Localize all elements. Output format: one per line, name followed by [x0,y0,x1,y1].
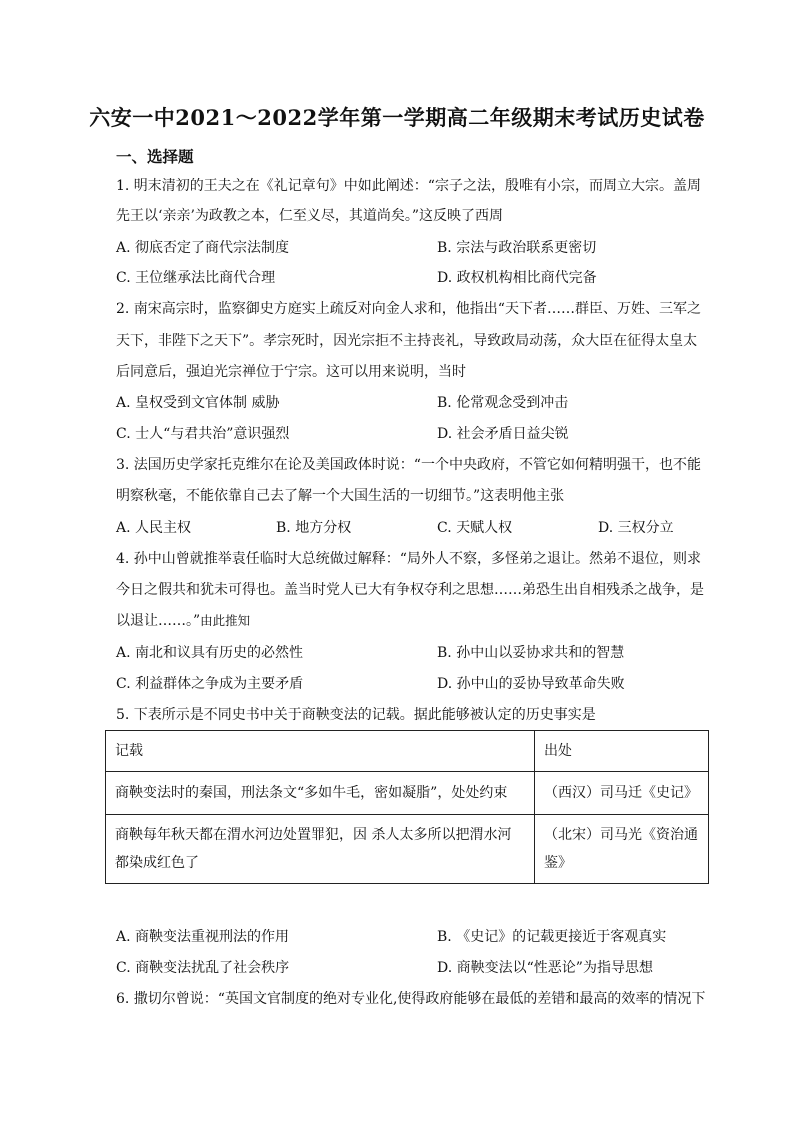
q3-stem-line-1: 3. 法国历史学家托克维尔在论及美国政体时说：“一个中央政府，不管它如何精明强干，也不能 [116,457,701,473]
exam-title: 六安一中2021～2022学年第一学期高二年级期末考试历史试卷 [89,105,705,130]
table-cell-source: （北宋）司马光《资治通鉴》 [535,815,709,884]
table-header-source: 出处 [535,731,709,772]
table-cell-record: 商鞅每年秋天都在渭水河边处置罪犯，因 杀人太多所以把渭水河都染成红色了 [106,815,535,884]
table-cell-source: （西汉）司马迁《史记》 [535,772,709,815]
q2-stem-line-1: 2. 南宋高宗时，监察御史方庭实上疏反对向金人求和，他指出“天下者……群臣、万姓、三军之 [116,301,701,317]
q4-stem-line-3-text: 以退让……。” [116,613,201,629]
q5-option-c: C. 商鞅变法扰乱了社会秩序 [116,960,290,976]
q1-option-a: A. 彻底否定了商代宗法制度 [116,240,290,256]
q5-option-a: A. 商鞅变法重视刑法的作用 [116,929,290,945]
q4-stem-line-1: 4. 孙中山曾就推举袁任临时大总统做过解释：“局外人不察，多怪弟之退让。然弟不退位，则求 [116,551,701,567]
table-row [106,815,709,884]
q2-option-d: D. 社会矛盾日益尖锐 [437,426,569,442]
q3-option-c: C. 天赋人权 [437,520,513,536]
q3-stem-line-2: 明察秋毫，不能依靠自己去了解一个大国生活的一切细节。”这表明他主张 [116,488,565,504]
table-header-row [106,731,709,772]
q4-option-a: A. 南北和议具有历史的必然性 [116,645,304,661]
q5-option-b: B. 《史记》的记载更接近于客观真实 [437,929,667,945]
records-table [105,730,709,884]
q3-option-a: A. 人民主权 [116,520,192,536]
q4-stem-line-2: 今日之假共和犹未可得也。盖当时党人已大有争权夺利之思想……弟恐生出自相残杀之战争，是 [116,582,704,598]
q4-stem-line-3 [116,611,250,631]
q4-stem-tail: 由此推知 [200,613,251,628]
q2-option-a: A. 皇权受到文官体制 威胁 [116,395,280,411]
q5-stem: 5. 下表所示是不同史书中关于商鞅变法的记载。据此能够被认定的历史事实是 [116,707,596,723]
q2-stem-line-2: 天下，非陛下之天下”。孝宗死时，因光宗拒不主持丧礼，导致政局动荡，众大臣在征得太皇太 [116,333,698,349]
table-cell-record: 商鞅变法时的秦国，刑法条文“多如牛毛，密如凝脂”，处处约束 [106,772,535,815]
q6-stem-line-1: 6. 撒切尔曾说：“英国文官制度的绝对专业化,使得政府能够在最低的差错和最高的效率的情况下 [116,991,706,1007]
q1-stem-line-2: 先王以‘亲亲’为政教之本，仁至义尽，其道尚矣。”这反映了西周 [116,208,504,224]
q4-option-b: B. 孙中山以妥协求共和的智慧 [437,645,625,661]
q2-option-b: B. 伦常观念受到冲击 [437,395,569,411]
q1-option-d: D. 政权机构相比商代完备 [437,270,597,286]
q4-option-c: C. 利益群体之争成为主要矛盾 [116,676,304,692]
q5-option-d: D. 商鞅变法以“性恶论”为指导思想 [437,960,653,976]
q1-stem-line-1: 1. 明末清初的王夫之在《礼记章句》中如此阐述：“宗子之法，殷唯有小宗，而周立大宗。盖周 [116,178,701,194]
q3-option-b: B. 地方分权 [276,520,352,536]
q2-option-c: C. 士人“与君共治”意识强烈 [116,426,290,442]
table-header-record: 记载 [106,731,535,772]
section-heading: 一、选择题 [116,147,194,166]
q1-option-b: B. 宗法与政治联系更密切 [437,240,597,256]
table-row [106,772,709,815]
q4-option-d: D. 孙中山的妥协导致革命失败 [437,676,625,692]
q3-option-d: D. 三权分立 [598,520,674,536]
q2-stem-line-3: 后同意后，强迫光宗禅位于宁宗。这可以用来说明，当时 [116,364,466,380]
q1-option-c: C. 王位继承法比商代合理 [116,270,276,286]
